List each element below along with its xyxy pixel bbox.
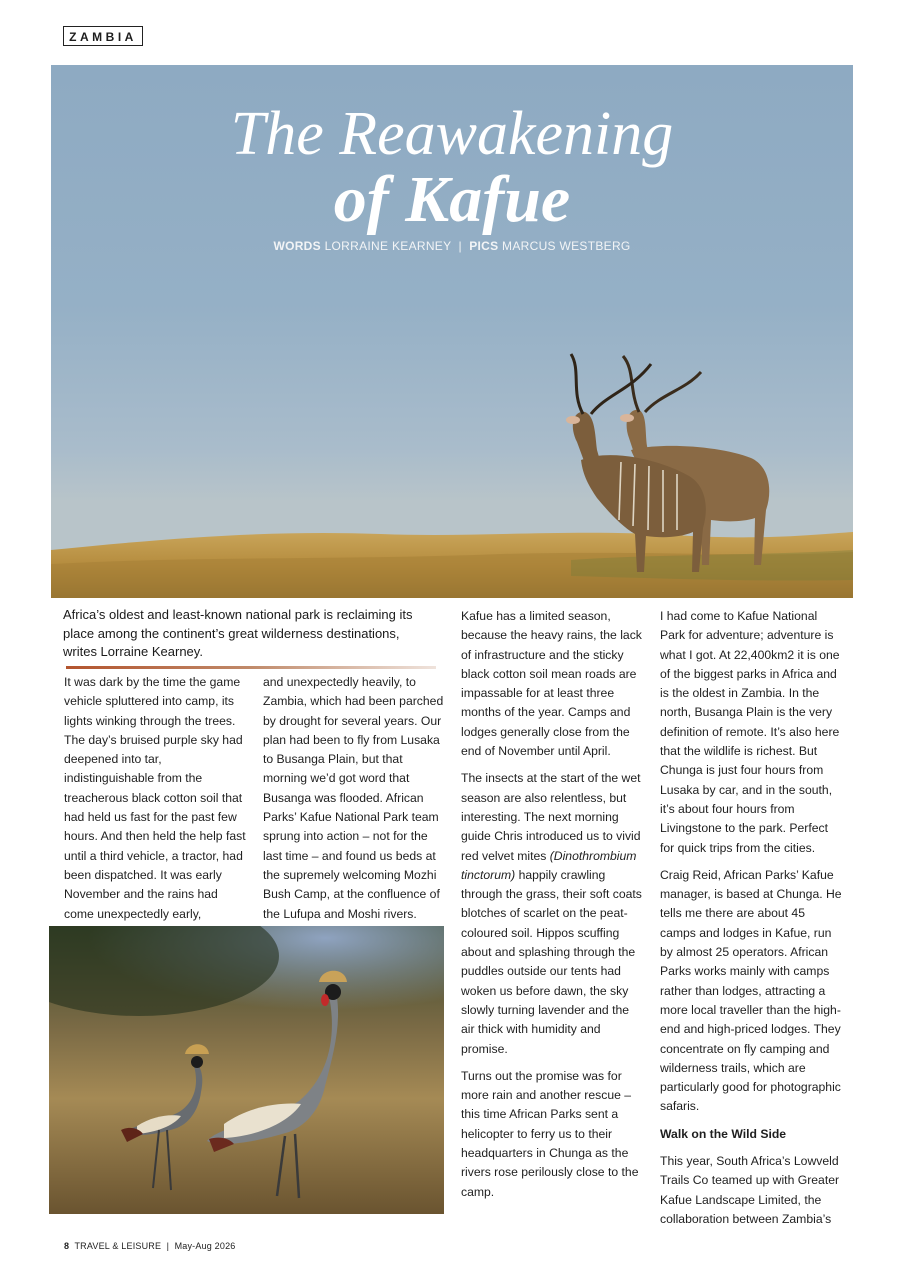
body-column-4 <box>660 607 842 1229</box>
body-column-1 <box>64 673 249 924</box>
kudu-illustration <box>511 350 811 575</box>
article-title-line2: of Kafue <box>333 163 571 236</box>
byline <box>51 239 853 253</box>
publication-name: TRAVEL & LEISURE <box>74 1241 162 1251</box>
paragraph: Turns out the promise was for more rain and another rescue – this time African Parks sent a helicopter to ferry us to their headquarters in Chunga as the rivers rose perilously close to the camp. <box>461 1068 639 1199</box>
crowned-crane-photo <box>49 926 444 1214</box>
crowned-crane-illustration <box>49 926 444 1214</box>
article-title-line1: The Reawakening <box>230 100 674 168</box>
pics-author: MARCUS WESTBERG <box>502 239 631 253</box>
paragraph: Kafue has a limited season, because the heavy rains, the lack of infrastructure and the sticky black cotton soil mean roads are impassable for at least three months of the year. Camps and lodges generally close from the end of November until April. <box>461 609 642 759</box>
body-column-2 <box>263 673 448 924</box>
pics-label: PICS <box>469 239 499 253</box>
issue-date: May-Aug 2026 <box>174 1241 236 1251</box>
subheading: Walk on the Wild Side <box>660 1126 787 1141</box>
footer-separator: | <box>166 1241 170 1251</box>
words-author: LORRAINE KEARNEY <box>324 239 452 253</box>
page-number: 8 <box>64 1241 70 1251</box>
body-column-3 <box>461 607 643 1210</box>
hero-image <box>51 65 853 598</box>
paragraph: I had come to Kafue National Park for adventure; adventure is what I got. At 22,400km2 it is one of the biggest parks in Africa and is the oldest in Zambia. In the north, Busanga Plain is the very definition of remote. It’s also here that the wildlife is richest. But Chunga is just four hours from Lusaka by car, and in the south, it’s about four hours from Livingstone to the park. Perfect for quick trips from the cities. <box>660 609 840 855</box>
byline-separator: | <box>458 239 462 253</box>
species-name: (Dinothrombium tinctorum) <box>461 848 637 882</box>
words-label: WORDS <box>273 239 321 253</box>
paragraph-text: The insects at the start of the wet season are also relentless, but interesting. The next morning guide Chris introduced us to vivid red velvet mites <box>461 771 641 863</box>
paragraph <box>461 769 643 1058</box>
intro-divider <box>66 666 436 669</box>
paragraph: and unexpectedly heavily, to Zambia, which had been parched by drought for several years. Our plan had been to fly from Lusaka to Busanga Plain, but that morning we’d got word that Busanga was flooded. African Parks’ Kafue National Park team sprung into action – not for the last time – and found us beds at the supremely welcoming Mozhi Bush Camp, at the confluence of the Lufupa and Moshi rivers. <box>263 675 444 921</box>
paragraph: Craig Reid, African Parks’ Kafue manager, is based at Chunga. He tells me there are about 45 camps and lodges in Kafue, run by almost 25 operators. African Parks works mainly with camps rather than lodges, attracting a more local traveller than the high-end and high-priced lodges. They concentrate on fly camping and wilderness trails, which are particularly good for photographic safaris. <box>660 867 842 1114</box>
article-intro: Africa’s oldest and least-known national park is reclaiming its place among the continent’s great wilderness destinations, writes Lorraine Kearney. <box>63 607 413 659</box>
paragraph-text: happily crawling through the grass, their soft coats blotches of scarlet on the peat-coloured soil. Hippos scuffing about and splashing through the puddles outside our tents had woken us before dawn, the sky slowly turning lavender and the air thick with humidity and promise. <box>461 867 642 1056</box>
paragraph: It was dark by the time the game vehicle spluttered into camp, its lights winking through the trees. The day’s bruised purple sky had deepened into tar, indistinguishable from the treacherous black cotton soil that had held us fast for the past few hours. And then held the help fast until a third vehicle, a tractor, had been dispatched. It was early November and the rains had come unexpectedly early, <box>64 675 246 921</box>
section-tag: ZAMBIA <box>63 26 143 46</box>
paragraph: This year, South Africa’s Lowveld Trails Co teamed up with Greater Kafue Landscape Limited, the collaboration between Zambia’s <box>660 1154 840 1226</box>
page-footer <box>64 1241 236 1251</box>
